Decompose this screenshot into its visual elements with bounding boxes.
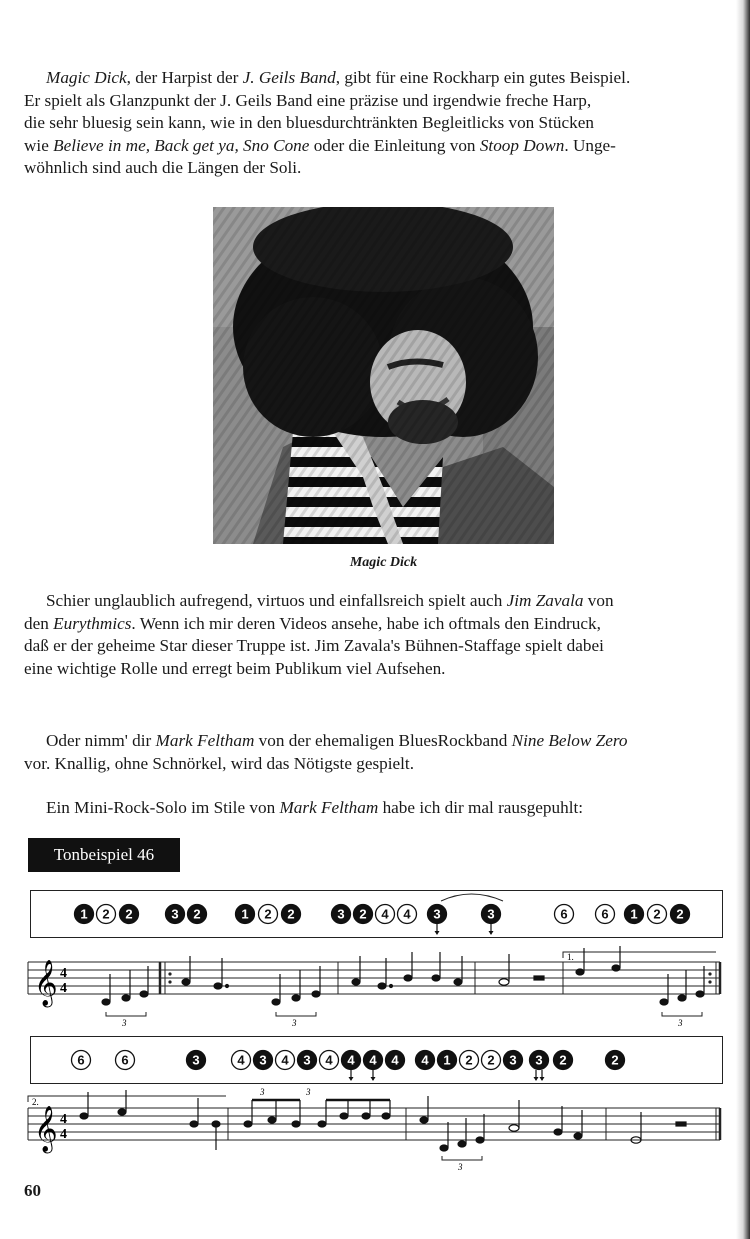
- text-line: [24, 590, 732, 613]
- svg-text:4: 4: [237, 1052, 245, 1068]
- text-line: [24, 112, 732, 135]
- page-number: 60: [24, 1181, 41, 1200]
- draw-hole-number: [254, 1051, 273, 1070]
- draw-hole-number: [342, 1051, 361, 1082]
- text-run: , der Harpist der: [126, 68, 243, 87]
- draw-hole-number: [354, 905, 373, 924]
- text-run: oder die Einleitung von: [309, 135, 480, 155]
- blow-hole-number: [259, 905, 278, 924]
- svg-text:4: 4: [381, 906, 389, 922]
- text-line: [24, 753, 732, 776]
- music-staff-1: [26, 944, 726, 1028]
- treble-clef: 𝄞: [34, 960, 58, 1006]
- svg-text:2: 2: [359, 906, 367, 922]
- italic-name: Mark Feltham: [279, 798, 379, 817]
- blow-hole-number: [460, 1051, 479, 1070]
- draw-hole-number: [187, 1051, 206, 1070]
- draw-hole-number: [166, 905, 185, 924]
- italic-name: Stoop Down: [479, 135, 565, 155]
- time-signature-bottom: 4: [60, 981, 67, 996]
- text-line: [24, 658, 732, 681]
- text-line: [24, 797, 732, 820]
- draw-hole-number: [282, 905, 301, 924]
- italic-name: Mark Feltham: [155, 731, 255, 750]
- text-run: Er spielt als Glanzpunkt der J. Geils Band eine präzise und irgendwie freche Harp,: [24, 90, 592, 110]
- draw-hole-number: [416, 1051, 435, 1070]
- svg-text:6: 6: [601, 906, 609, 922]
- svg-text:1: 1: [241, 906, 249, 922]
- text-run: Oder nimm' dir: [46, 731, 156, 750]
- blow-hole-number: [648, 905, 667, 924]
- draw-hole-number: [120, 905, 139, 924]
- blow-hole-number: [97, 905, 116, 924]
- blow-hole-number: [320, 1051, 339, 1070]
- draw-hole-number: [298, 1051, 317, 1070]
- svg-text:2: 2: [611, 1052, 619, 1068]
- italic-name: Believe in me, Back get ya, Sno Cone: [53, 135, 310, 155]
- triplet-mark: 3: [292, 1018, 297, 1028]
- triplet-mark: 3: [260, 1087, 265, 1097]
- triplet-mark: 3: [458, 1162, 463, 1172]
- text-run: den: [24, 613, 54, 633]
- draw-hole-number: [332, 905, 351, 924]
- svg-text:4: 4: [421, 1052, 429, 1068]
- svg-text:3: 3: [433, 906, 441, 922]
- treble-clef: 𝄞: [34, 1106, 58, 1152]
- italic-name: Jim Zavala: [506, 591, 584, 610]
- time-signature-top: 4: [60, 966, 67, 981]
- svg-text:3: 3: [535, 1052, 543, 1068]
- page-edge-shadow: [736, 0, 750, 1239]
- draw-hole-number: [188, 905, 207, 924]
- draw-hole-number: [236, 905, 255, 924]
- svg-text:4: 4: [369, 1052, 377, 1068]
- paragraph-magic-dick: [24, 67, 732, 180]
- svg-text:2: 2: [653, 906, 661, 922]
- svg-text:3: 3: [509, 1052, 517, 1068]
- text-run: . Unge-: [564, 135, 616, 155]
- svg-text:4: 4: [281, 1052, 289, 1068]
- blow-hole-number: [72, 1051, 91, 1070]
- svg-text:6: 6: [77, 1052, 85, 1068]
- text-line: [24, 90, 732, 113]
- text-run: eine wichtige Rolle und erregt beim Publikum viel Aufsehen.: [24, 658, 446, 678]
- photo-magic-dick: [213, 207, 554, 544]
- music-staff-2: [26, 1086, 726, 1172]
- slur: [441, 894, 503, 901]
- blow-hole-number: [276, 1051, 295, 1070]
- notes-staff-2: [80, 1090, 686, 1151]
- draw-hole-number: [504, 1051, 523, 1070]
- draw-hole-number: [364, 1051, 383, 1082]
- text-line: [24, 67, 732, 90]
- svg-text:2: 2: [487, 1052, 495, 1068]
- sound-example-label: Tonbeispiel 46: [28, 838, 180, 872]
- text-run: , gibt für eine Rockharp ein gutes Beispiel.: [335, 68, 631, 87]
- photo-caption: Magic Dick: [349, 555, 418, 570]
- svg-text:4: 4: [391, 1052, 399, 1068]
- italic-name: J. Geils Band: [242, 68, 336, 87]
- harp-tab-row-1: [30, 890, 723, 938]
- paragraph-mini-solo: [24, 797, 732, 820]
- svg-text:3: 3: [192, 1052, 200, 1068]
- draw-hole-number: [606, 1051, 625, 1070]
- triplet-mark: 3: [306, 1087, 311, 1097]
- italic-name: Nine Below Zero: [511, 731, 628, 750]
- text-run: Ein Mini-Rock-Solo im Stile von: [46, 798, 280, 817]
- svg-text:1: 1: [80, 906, 88, 922]
- draw-hole-number: [75, 905, 94, 924]
- text-run: vor. Knallig, ohne Schnörkel, wird das Nötigste gespielt.: [24, 753, 414, 773]
- svg-text:2: 2: [125, 906, 133, 922]
- blow-hole-number: [232, 1051, 251, 1070]
- text-run: von der ehemaligen BluesRockband: [254, 731, 512, 750]
- draw-hole-number: [438, 1051, 457, 1070]
- svg-text:4: 4: [347, 1052, 355, 1068]
- text-line: [24, 635, 732, 658]
- svg-text:2: 2: [193, 906, 201, 922]
- staff-svg-1: [26, 944, 726, 1034]
- svg-text:6: 6: [560, 906, 568, 922]
- svg-text:3: 3: [171, 906, 179, 922]
- volta-1: 1.: [567, 952, 574, 962]
- svg-text:3: 3: [259, 1052, 267, 1068]
- blow-hole-number: [482, 1051, 501, 1070]
- draw-hole-number: [554, 1051, 573, 1070]
- text-run: wie: [24, 135, 54, 155]
- svg-text:2: 2: [287, 906, 295, 922]
- svg-text:3: 3: [303, 1052, 311, 1068]
- svg-text:6: 6: [121, 1052, 129, 1068]
- draw-hole-number: [530, 1051, 549, 1082]
- harp-tab-row-2: [30, 1036, 723, 1084]
- svg-text:2: 2: [102, 906, 110, 922]
- text-line: [24, 613, 732, 636]
- text-run: wöhnlich sind auch die Längen der Soli.: [24, 158, 302, 177]
- blow-hole-number: [376, 905, 395, 924]
- draw-hole-number: [386, 1051, 405, 1070]
- triplet-mark: 3: [678, 1018, 683, 1028]
- portrait-image: [213, 207, 554, 544]
- text-line: [24, 730, 732, 753]
- text-run: Schier unglaublich aufregend, virtuos und einfallsreich spielt auch: [46, 591, 507, 610]
- blow-hole-number: [596, 905, 615, 924]
- svg-text:2: 2: [559, 1052, 567, 1068]
- paragraph-mark-feltham: [24, 730, 732, 775]
- paragraph-jim-zavala: [24, 590, 732, 680]
- svg-text:2: 2: [465, 1052, 473, 1068]
- italic-name: Magic Dick: [46, 68, 127, 87]
- blow-hole-number: [116, 1051, 135, 1070]
- draw-hole-number: [625, 905, 644, 924]
- svg-text:2: 2: [264, 906, 272, 922]
- volta-2: 2.: [32, 1097, 39, 1107]
- svg-text:1: 1: [630, 906, 638, 922]
- text-run: habe ich dir mal rausgepuhlt:: [378, 798, 584, 817]
- text-run: die sehr bluesig sein kann, wie in den bluesdurchtränkten Begleitlicks von Stücken: [24, 113, 594, 132]
- notes-staff-1: [102, 946, 704, 1005]
- text-line: [24, 135, 732, 158]
- svg-text:1: 1: [443, 1052, 451, 1068]
- svg-text:4: 4: [403, 906, 411, 922]
- staff-svg-2: [26, 1086, 726, 1176]
- triplet-mark: 3: [122, 1018, 127, 1028]
- svg-text:4: 4: [325, 1052, 333, 1068]
- time-signature-top: 4: [60, 1112, 67, 1127]
- draw-hole-number: [671, 905, 690, 924]
- italic-name: Eurythmics: [53, 613, 132, 633]
- hole-numbers-row-1: [31, 891, 722, 937]
- svg-text:3: 3: [337, 906, 345, 922]
- hole-numbers-row-2: [31, 1037, 722, 1083]
- text-run: daß er der geheime Star dieser Truppe ist. Jim Zavala's Bühnen-Staffage spielt dabei: [24, 636, 604, 655]
- text-line: [24, 157, 732, 180]
- svg-text:2: 2: [676, 906, 684, 922]
- draw-hole-number: [482, 905, 501, 936]
- blow-hole-number: [555, 905, 574, 924]
- text-run: von: [583, 591, 614, 610]
- blow-hole-number: [398, 905, 417, 924]
- time-signature-bottom: 4: [60, 1127, 67, 1142]
- draw-hole-number: [428, 905, 447, 936]
- text-run: . Wenn ich mir deren Videos ansehe, habe ich oftmals den Eindruck,: [131, 613, 601, 633]
- svg-text:3: 3: [487, 906, 495, 922]
